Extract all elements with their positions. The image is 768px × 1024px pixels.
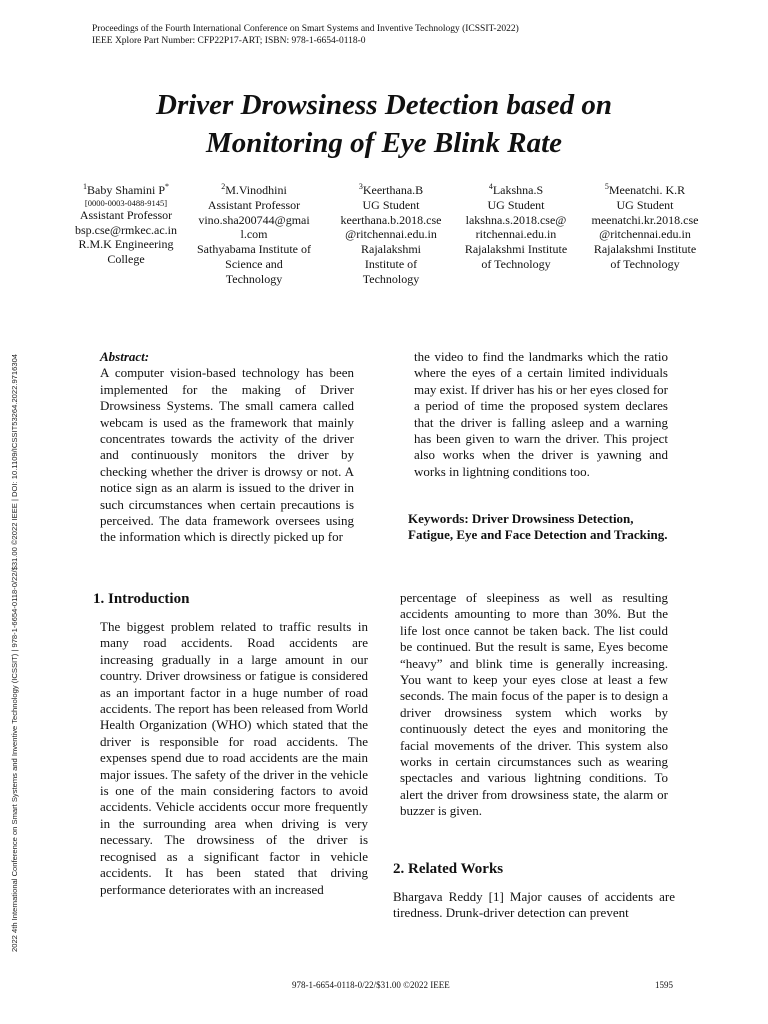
introduction-text-continued: percentage of sleepiness as well as resulting accidents amounting to more than 30%. But the life lost once cannot be taken back. The list could be continued. But the result is same, Eyes become “heavy” and blink time is generally increasing. You want to keep your eyes close at least a few seconds. The main focus of the paper is to design a driver drowsiness system which works by continuously detect the eyes and monitoring the facial movements of the driver. This system also works in certain circumstances such as wearing spectacles and various lightning conditions. To alert the driver from drowsiness state, the alarm or buzzer is given. (400, 590, 668, 819)
introduction-heading: 1. Introduction (93, 591, 190, 607)
abstract-text: A computer vision-based technology has been implemented for the making of Driver Drowsiness Systems. The small camera called webcam is used as the framework that mainly concentrates towards the activity of the driver and continuously monitors the driver by checking whether the driver is drowsy or not. A notice sign as an alarm is issued to the driver in such circumstances when certain precautions is perceived. The data framework oversees using the information which is directly picked up for (100, 365, 354, 545)
author-orcid: [0000-0003-0488-9145] (84, 197, 168, 208)
abstract-continued: the video to find the landmarks which the ratio where the eyes of a certain limited individuals may exist. If driver has his or her eyes closed for a period of time the proposed system declares that the driver is falling asleep and a warning has been given to warn the driver. This project also works when the driver is yawning and works in lightning conditions too. (414, 349, 668, 479)
author-name: M.Vinodhini (225, 183, 287, 197)
author-2: $^2$M.Vinodhini Assistant Professor vino.sha200744@gmai l.com Sathyabama Institute of Science and Technology (187, 183, 321, 287)
introduction-text: The biggest problem related to traffic results in many road accidents. Road accidents are increasing gradually in a large amount in our country. Driver drowsiness or fatigue is considered as an important factor in a huge number of road accidents. The report has been released from World Health Organization (WHO) which stated that the driver is responsible for road accidents. The expenses spend due to road accidents are the main major issues. The safety of the driver in the vehicle is one of the main considering factors to avoid accidents. Vehicle accidents occur more frequently in the surrounding area when driving is very necessary. The drowsiness of the driver is recognised as a significant factor in vehicle accidents. It has been stated that driving performance deteriorates with an increased (100, 619, 368, 897)
doi-side-note: 2022 4th International Conference on Smart Systems and Inventive Technology (ICSSIT) | 978-1-6654-0118-0/22/$31.00 ©2022 IEEE | DOI: 10.1109/ICSSIT53264.2022.9716304 (10, 353, 19, 952)
author-name: Keerthana.B (362, 183, 424, 197)
author-name: Baby Shamini P (86, 183, 165, 197)
footer-copyright: 978-1-6654-0118-0/22/$31.00 ©2022 IEEE (292, 980, 450, 990)
title-line-1: Driver Drowsiness Detection based on (156, 89, 612, 121)
abstract-label: Abstract: (100, 349, 150, 364)
paper-title (60, 86, 708, 162)
page-number: 1595 (655, 980, 673, 990)
related-works-text: Bhargava Reddy [1] Major causes of accidents are tiredness. Drunk-driver detection can prevent (393, 889, 675, 921)
author-email: keerthana.b.2018.cse (340, 212, 442, 227)
title-line-2: Monitoring of Eye Blink Rate (205, 127, 563, 159)
author-4: $^4$Lakshna.S UG Student lakshna.s.2018.cse@ ritchennai.edu.in Rajalakshmi Institute of Technology (452, 183, 580, 272)
author-name: Meenatchi. K.R (608, 183, 686, 197)
author-email: bsp.cse@rmkec.ac.in (74, 222, 177, 237)
author-email: meenatchi.kr.2018.cse (591, 212, 699, 227)
abstract-left (100, 349, 354, 546)
author-1: $^1$Baby Shamini P* [0000-0003-0488-9145] Assistant Professor bsp.cse@rmkec.ac.in R.M.K Engineering College (62, 183, 190, 267)
keywords: Keywords: Driver Drowsiness Detection, Fatigue, Eye and Face Detection and Tracking. (408, 511, 668, 543)
author-email: lakshna.s.2018.cse@ (465, 212, 567, 227)
author-email: vino.sha200744@gmai (198, 212, 310, 227)
proceedings-header: Proceedings of the Fourth International Conference on Smart Systems and Inventive Technology (ICSSIT-2022) (92, 24, 519, 34)
author-5: $^5$Meenatchi. K.R UG Student meenatchi.kr.2018.cse @ritchennai.edu.in Rajalakshmi Institute of Technology (580, 183, 710, 272)
related-works-heading: 2. Related Works (393, 861, 504, 877)
isbn-header: IEEE Xplore Part Number: CFP22P17-ART; ISBN: 978-1-6654-0118-0 (92, 36, 366, 46)
author-name: Lakshna.S (492, 183, 544, 197)
author-3: $^3$Keerthana.B UG Student keerthana.b.2018.cse @ritchennai.edu.in Rajalakshmi Institute of Technology (326, 183, 456, 287)
